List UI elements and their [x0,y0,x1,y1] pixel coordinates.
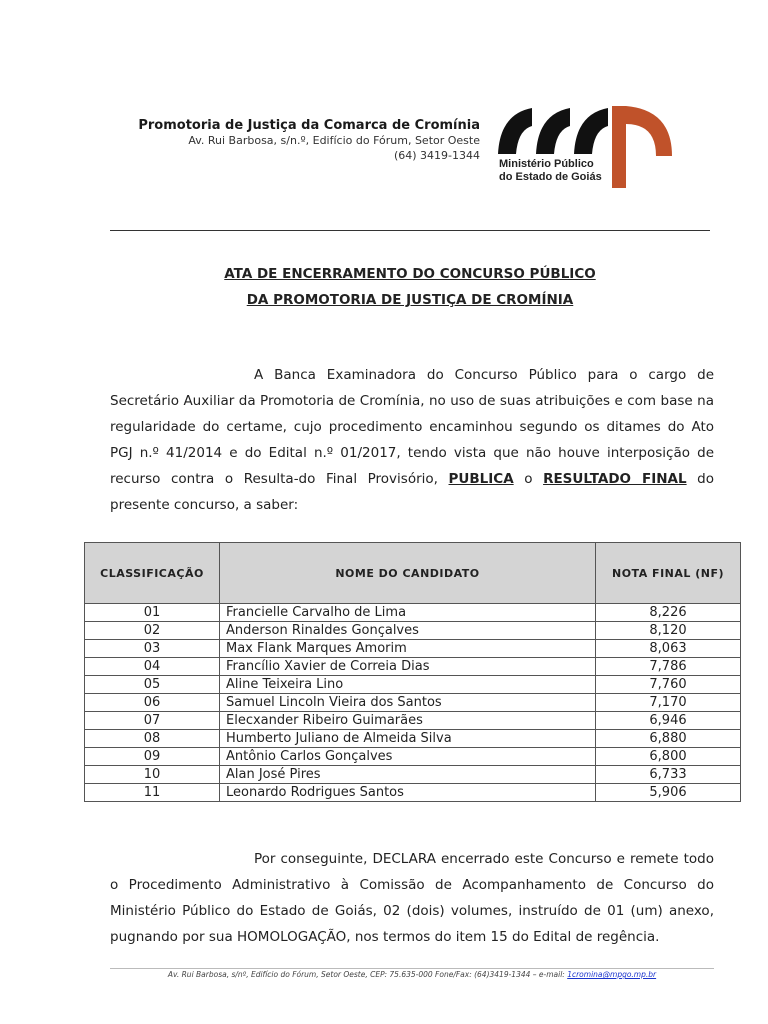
closing-paragraph [110,846,714,950]
score-cell: 7,170 [596,694,741,712]
rank-cell: 10 [85,766,220,784]
score-cell: 7,786 [596,658,741,676]
table-row [85,766,741,784]
rank-cell: 11 [85,784,220,802]
score-cell: 6,800 [596,748,741,766]
rank-cell: 05 [85,676,220,694]
header-divider [110,230,710,231]
logo-caption-line2: do Estado de Goiás [499,171,602,183]
name-cell: Francielle Carvalho de Lima [220,604,596,622]
results-table [84,542,741,802]
score-cell: 8,063 [596,640,741,658]
name-cell: Leonardo Rodrigues Santos [220,784,596,802]
name-cell: Francílio Xavier de Correia Dias [220,658,596,676]
table-row [85,640,741,658]
name-cell: Antônio Carlos Gonçalves [220,748,596,766]
table-row [85,748,741,766]
letterhead [100,118,480,163]
rank-cell: 07 [85,712,220,730]
document-title-line2: DA PROMOTORIA DE JUSTIÇA DE CROMÍNIA [246,292,574,308]
footer-divider [110,968,714,969]
table-row [85,658,741,676]
rank-cell: 06 [85,694,220,712]
rank-cell: 09 [85,748,220,766]
name-cell: Aline Teixeira Lino [220,676,596,694]
score-cell: 6,946 [596,712,741,730]
name-cell: Elecxander Ribeiro Guimarães [220,712,596,730]
intro-emph-publica: PUBLICA [448,471,514,487]
table-row [85,676,741,694]
table-row [85,622,741,640]
document-title-line1: ATA DE ENCERRAMENTO DO CONCURSO PÚBLICO [224,266,596,282]
org-phone: (64) 3419-1344 [393,149,480,162]
header-final-score: NOTA FINAL (NF) [596,543,741,604]
intro-text-b: o [513,471,544,487]
name-cell: Anderson Rinaldes Gonçalves [220,622,596,640]
score-cell: 8,226 [596,604,741,622]
table-row [85,712,741,730]
rank-cell: 03 [85,640,220,658]
intro-emph-resultado: RESULTADO FINAL [543,471,687,487]
logo-caption-line1: Ministério Público [499,158,594,170]
name-cell: Alan José Pires [220,766,596,784]
org-name: Promotoria de Justiça da Comarca de Cromínia [138,118,480,133]
score-cell: 6,733 [596,766,741,784]
score-cell: 7,760 [596,676,741,694]
score-cell: 5,906 [596,784,741,802]
name-cell: Max Flank Marques Amorim [220,640,596,658]
closing-text: Por conseguinte, DECLARA encerrado este Concurso e remete todo o Procedimento Administrativo à Comissão de Acompanhamento de Concurso do Ministério Público do Estado de Goiás, 02 (dois) volumes, instruído de 01 (um) anexo, pugnando por sua HOMOLOGAÇÃO, nos termos do item 15 do Edital de regência. [110,851,714,945]
rank-cell: 08 [85,730,220,748]
footer [110,970,714,979]
score-cell: 6,880 [596,730,741,748]
header-candidate-name: NOME DO CANDIDATO [220,543,596,604]
table-row [85,784,741,802]
table-header-row [85,543,741,604]
rank-cell: 01 [85,604,220,622]
name-cell: Samuel Lincoln Vieira dos Santos [220,694,596,712]
footer-email-link[interactable]: 1cromina@mpgo.mp.br [567,970,657,979]
org-address: Av. Rui Barbosa, s/n.º, Edifício do Fórum, Setor Oeste [188,134,480,147]
table-row [85,730,741,748]
intro-paragraph [110,362,714,518]
logo-caption [499,158,602,184]
footer-address: Av. Rui Barbosa, s/nº, Edifício do Fórum, Setor Oeste, CEP: 75.635-000 Fone/Fax: (64)3419-1344 – e-mail: [167,970,568,979]
table-row [85,694,741,712]
intro-text-a: A Banca Examinadora do Concurso Público para o cargo de Secretário Auxiliar da Promotoria de Cromínia, no uso de suas atribuições e com base na regularidade do certame, cujo procedimento encaminhou segundo os ditames do Ato PGJ n.º 41/2014 e do Edital n.º 01/2017, tendo vista que não houve interposição de recurso contra o Resulta-do Final Provisório, [110,367,714,487]
header-classification: CLASSIFICAÇÃO [85,543,220,604]
score-cell: 8,120 [596,622,741,640]
intro-text-c: do presente concurso, a saber: [110,471,715,513]
table-row [85,604,741,622]
rank-cell: 02 [85,622,220,640]
name-cell: Humberto Juliano de Almeida Silva [220,730,596,748]
rank-cell: 04 [85,658,220,676]
